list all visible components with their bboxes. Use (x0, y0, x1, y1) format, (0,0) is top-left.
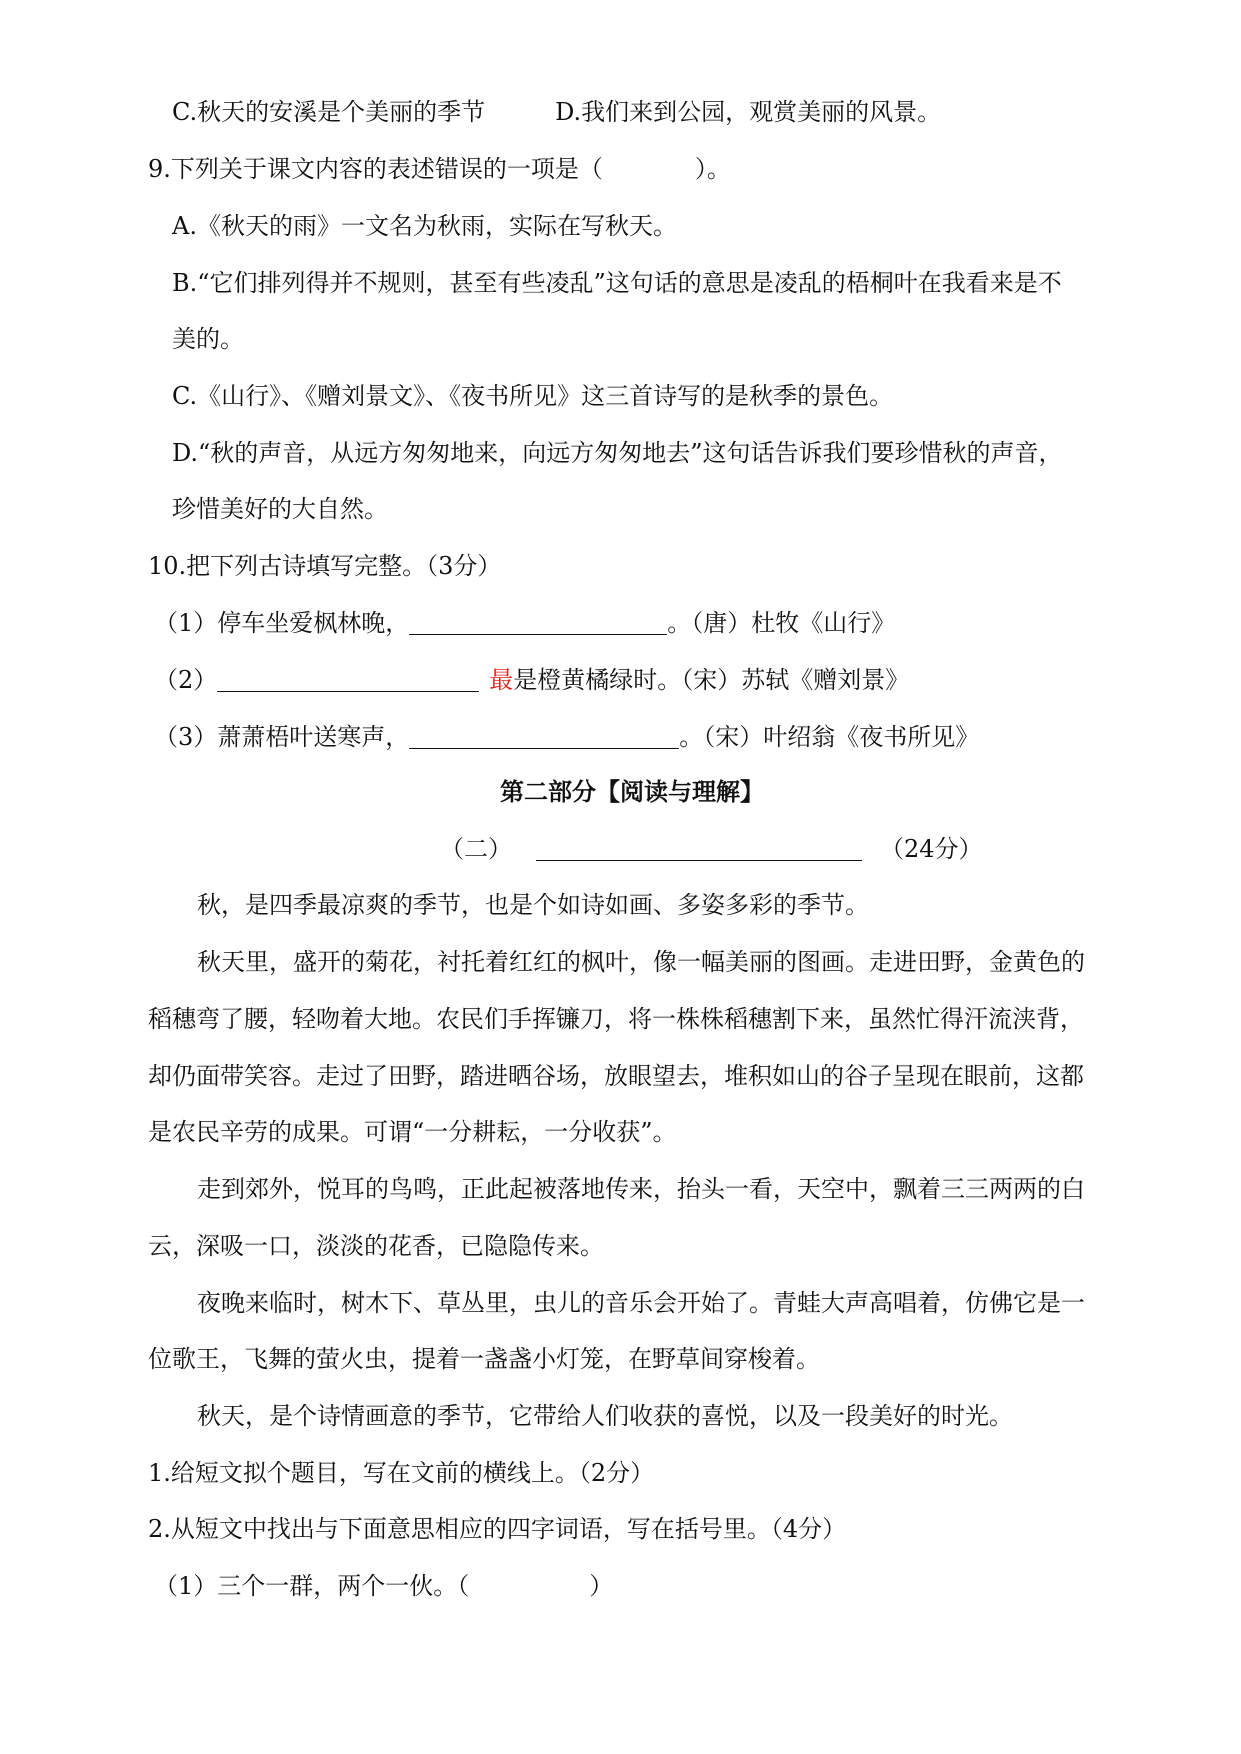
q10-item-1-suffix: 。（唐）杜牧《山行》 (667, 609, 896, 637)
q10-item-1-prefix: （1）停车坐爱枫林晚， (154, 609, 410, 637)
q10-blank-1[interactable] (409, 610, 667, 635)
q9-option-a: A.《秋天的雨》一文名为秋雨，实际在写秋天。 (172, 212, 677, 240)
passage-p4-line1: 夜晚来临时，树木下、草丛里，虫儿的音乐会开始了。青蛙大声高唱着，仿佛它是一 (197, 1289, 1085, 1317)
q9-option-b-line2: 美的。 (172, 325, 244, 353)
reading-q1: 1.给短文拟个题目，写在文前的横线上。（2分） (148, 1459, 655, 1487)
q9-stem (148, 154, 731, 184)
passage-p2-line3: 却仍面带笑容。走过了田野，踏进晒谷场，放眼望去，堆积如山的谷子呈现在眼前，这都 (148, 1062, 1084, 1090)
passage-p3-line1: 走到郊外，悦耳的鸟鸣，正此起被落地传来，抬头一看，天空中，飘着三三两两的白 (197, 1175, 1085, 1203)
q10-item-3 (154, 722, 979, 752)
q10-item-2-prefix: （2） (154, 666, 218, 694)
q9-stem-text: 9.下列关于课文内容的表述错误的一项是（ (148, 155, 603, 183)
q9-option-c: C.《山行》、《赠刘景文》、《夜书所见》这三首诗写的是秋季的景色。 (172, 382, 894, 410)
passage-title-blank[interactable] (536, 836, 862, 861)
passage-p4-line2: 位歌王，飞舞的萤火虫，提着一盏盏小灯笼，在野草间穿梭着。 (148, 1345, 820, 1373)
q10-item-3-prefix: （3）萧萧梧叶送寒声， (154, 723, 410, 751)
q10-item-3-suffix: 。（宋）叶绍翁《夜书所见》 (679, 723, 980, 751)
passage-p2-line4: 是农民辛劳的成果。可谓“一分耕耘，一分收获”。 (148, 1118, 677, 1146)
q10-item-1 (154, 608, 895, 638)
q10-item-2 (154, 665, 909, 695)
q8-options-line (172, 97, 941, 127)
reading-q2-item-1 (154, 1571, 613, 1601)
passage-p2-line2: 稻穗弯了腰，轻吻着大地。农民们手挥镰刀，将一株株稻穗割下来，虽然忙得汗流浃背， (148, 1005, 1084, 1033)
q9-option-d-line1: D.“秋的声音，从远方匆匆地来，向远方匆匆地去”这句话告诉我们要珍惜秋的声音， (172, 439, 1063, 467)
part2-title: 第二部分【阅读与理解】 (500, 778, 764, 806)
passage-p3-line2: 云，深吸一口，淡淡的花香，已隐隐传来。 (148, 1232, 604, 1260)
passage-p2-line1: 秋天里，盛开的菊花，衬托着红红的枫叶，像一幅美丽的图画。走进田野，金黄色的 (197, 948, 1085, 976)
reading-q2-item-1-text: （1）三个一群，两个一伙。（ (154, 1572, 470, 1600)
q8-option-c: C.秋天的安溪是个美丽的季节 (172, 98, 486, 126)
section-two-title-line (440, 834, 983, 864)
section-two-score: （24分） (880, 835, 983, 863)
q9-option-b-line1: B.“它们排列得并不规则，甚至有些凌乱”这句话的意思是凌乱的梧桐叶在我看来是不 (172, 269, 1062, 297)
q10-item-2-red-char: 最 (489, 666, 514, 694)
q10-blank-2[interactable] (217, 667, 479, 692)
passage-p1: 秋，是四季最凉爽的季节，也是个如诗如画、多姿多彩的季节。 (197, 891, 869, 919)
q10-blank-3[interactable] (409, 724, 679, 749)
q9-stem-end: ）。 (694, 155, 731, 183)
q8-option-d: D.我们来到公园，观赏美丽的风景。 (555, 98, 942, 126)
reading-q2: 2.从短文中找出与下面意思相应的四字词语，写在括号里。（4分） (148, 1515, 847, 1543)
q10-item-2-suffix: 是橙黄橘绿时。（宋）苏轼《赠刘景》 (513, 666, 910, 694)
q9-option-d-line2: 珍惜美好的大自然。 (172, 495, 388, 523)
passage-p5: 秋天，是个诗情画意的季节，它带给人们收获的喜悦，以及一段美好的时光。 (197, 1402, 1013, 1430)
q10-stem: 10.把下列古诗填写完整。（3分） (148, 552, 502, 580)
reading-q2-item-1-close: ） (589, 1572, 614, 1600)
section-two-label: （二） (440, 835, 512, 863)
